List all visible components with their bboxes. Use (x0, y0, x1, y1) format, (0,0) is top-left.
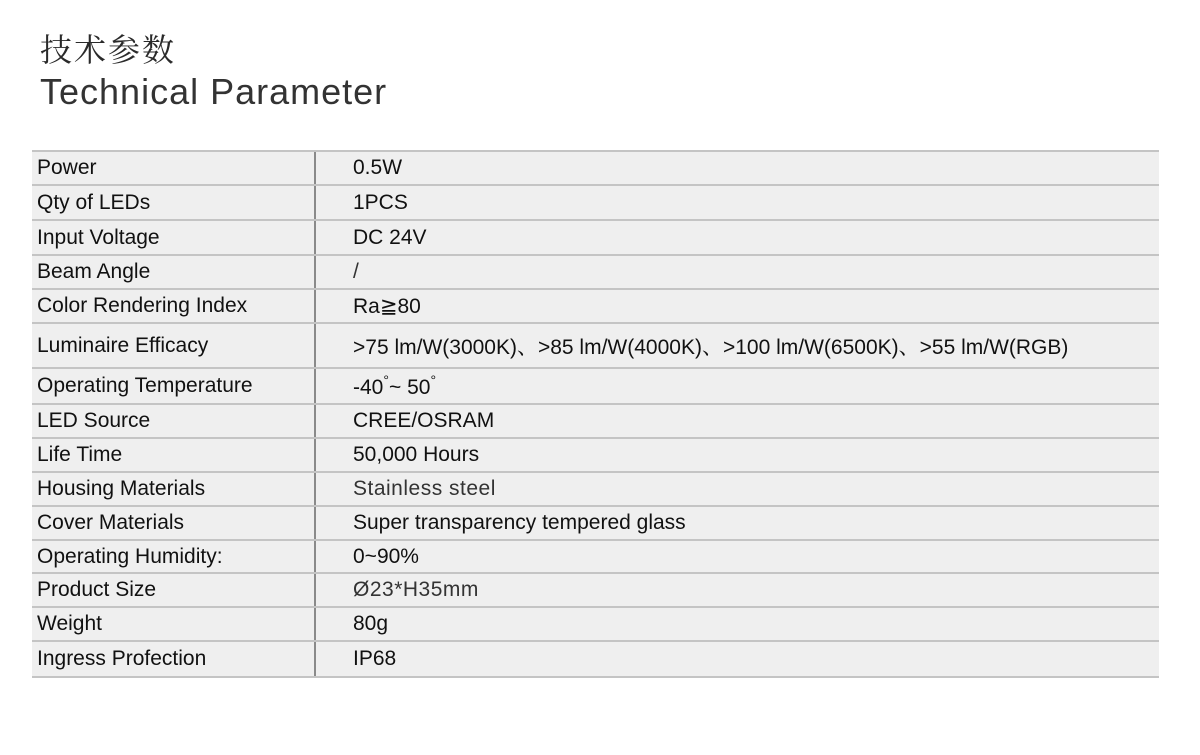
spec-value: IP68 (353, 647, 397, 670)
spec-value: Ø23*H35mm (353, 578, 479, 601)
page-title-chinese: 技术参数 (40, 31, 177, 69)
degree-symbol: ° (430, 372, 437, 388)
spec-row-product-size (32, 574, 1159, 608)
spec-row-housing-materials (32, 473, 1159, 507)
spec-row-input-voltage (32, 221, 1159, 256)
spec-label: Housing Materials (32, 473, 316, 505)
spec-row-power (32, 152, 1159, 186)
spec-value: Super transparency tempered glass (353, 511, 686, 534)
degree-symbol: ° (383, 372, 389, 388)
spec-label: Operating Humidity: (32, 541, 316, 572)
spec-value: 80g (353, 612, 389, 635)
spec-value: Ra≧80 (353, 294, 421, 318)
spec-row-life-time (32, 439, 1159, 473)
spec-label: Life Time (32, 439, 316, 471)
spec-label: Beam Angle (32, 256, 316, 288)
spec-label: Cover Materials (32, 507, 316, 539)
spec-row-weight (32, 608, 1159, 642)
spec-row-operating-humidity (32, 541, 1159, 574)
spec-value: >75 lm/W(3000K)、>85 lm/W(4000K)、>100 lm/W(6500K)、>55 lm/W(RGB) (353, 335, 1069, 359)
spec-label: Product Size (32, 574, 316, 606)
spec-label: Ingress Profection (32, 642, 316, 676)
spec-label: Qty of LEDs (32, 186, 316, 219)
spec-row-operating-temperature (32, 369, 1159, 405)
spec-value: 50,000 Hours (353, 443, 480, 466)
spec-value: DC 24V (353, 225, 427, 249)
spec-value: 0~90% (353, 544, 419, 568)
temp-max: ~ 50 (388, 376, 431, 399)
spec-label: Power (32, 152, 316, 184)
spec-row-cover-materials (32, 507, 1159, 541)
spec-label: Color Rendering Index (32, 290, 316, 322)
spec-value (316, 372, 1159, 400)
spec-table (32, 150, 1159, 678)
spec-value: / (353, 260, 360, 283)
spec-row-beam-angle (32, 256, 1159, 290)
spec-row-luminaire-efficacy (32, 324, 1159, 369)
spec-value: 1PCS (353, 190, 408, 214)
spec-row-qty-of-leds (32, 186, 1159, 221)
spec-row-led-source (32, 405, 1159, 439)
spec-label: Input Voltage (32, 221, 316, 254)
temp-min: -40 (353, 376, 384, 399)
page-title-english: Technical Parameter (40, 71, 388, 112)
spec-row-ingress-protection (32, 642, 1159, 678)
spec-label: LED Source (32, 405, 316, 437)
spec-label: Luminaire Efficacy (32, 324, 316, 367)
spec-row-color-rendering-index (32, 290, 1159, 324)
spec-label: Weight (32, 608, 316, 640)
spec-label: Operating Temperature (32, 369, 316, 403)
spec-value: CREE/OSRAM (353, 409, 495, 432)
spec-value: 0.5W (353, 156, 403, 179)
spec-value: Stainless steel (353, 477, 496, 500)
